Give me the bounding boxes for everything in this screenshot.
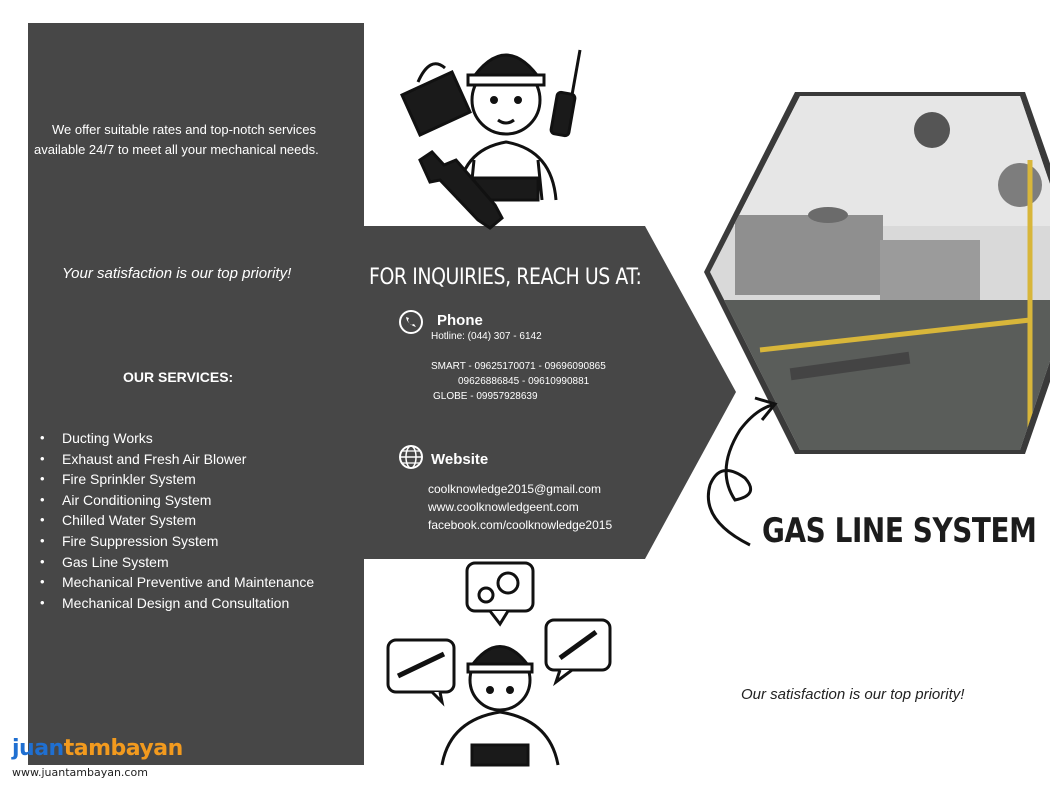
juantambayan-logo: juantambayan [12, 736, 183, 761]
list-item: • Fire Sprinkler System [40, 469, 314, 490]
services-title: OUR SERVICES: [123, 369, 234, 385]
tagline-right: Our satisfaction is our top priority! [741, 686, 965, 703]
website-link[interactable]: www.coolknowledgeent.com [428, 500, 579, 514]
globe-icon [398, 444, 424, 470]
list-item: • Fire Suppression System [40, 531, 314, 552]
watermark-url: www.juantambayan.com [12, 766, 148, 779]
list-item: • Mechanical Preventive and Maintenance [40, 572, 314, 593]
intro-text: We offer suitable rates and top-notch services available 24/7 to meet all your mechanical needs. [34, 122, 319, 157]
phone-label: Phone [437, 312, 483, 329]
list-item: • Mechanical Design and Consultation [40, 593, 314, 614]
globe-number: GLOBE - 09957928639 [433, 391, 538, 402]
smart-numbers-1: SMART - 09625170071 - 09696090865 [431, 361, 606, 372]
list-item: • Exhaust and Fresh Air Blower [40, 449, 314, 470]
smart-numbers-2: 09626886845 - 09610990881 [458, 376, 590, 387]
gas-line-title: GAS LINE SYSTEM [762, 511, 1037, 551]
list-item: • Gas Line System [40, 552, 314, 573]
website-label: Website [431, 451, 489, 468]
facebook-link[interactable]: facebook.com/coolknowledge2015 [428, 518, 613, 532]
inquiries-title: FOR INQUIRIES, REACH US AT: [369, 265, 642, 290]
phone-icon [398, 309, 424, 335]
hotline-text: Hotline: (044) 307 - 6142 [431, 331, 542, 342]
tagline-left: Your satisfaction is our top priority! [62, 265, 292, 282]
list-item: • Air Conditioning System [40, 490, 314, 511]
list-item: • Ducting Works [40, 428, 314, 449]
email-link[interactable]: coolknowledge2015@gmail.com [428, 482, 601, 496]
services-list [40, 428, 314, 613]
list-item: • Chilled Water System [40, 510, 314, 531]
